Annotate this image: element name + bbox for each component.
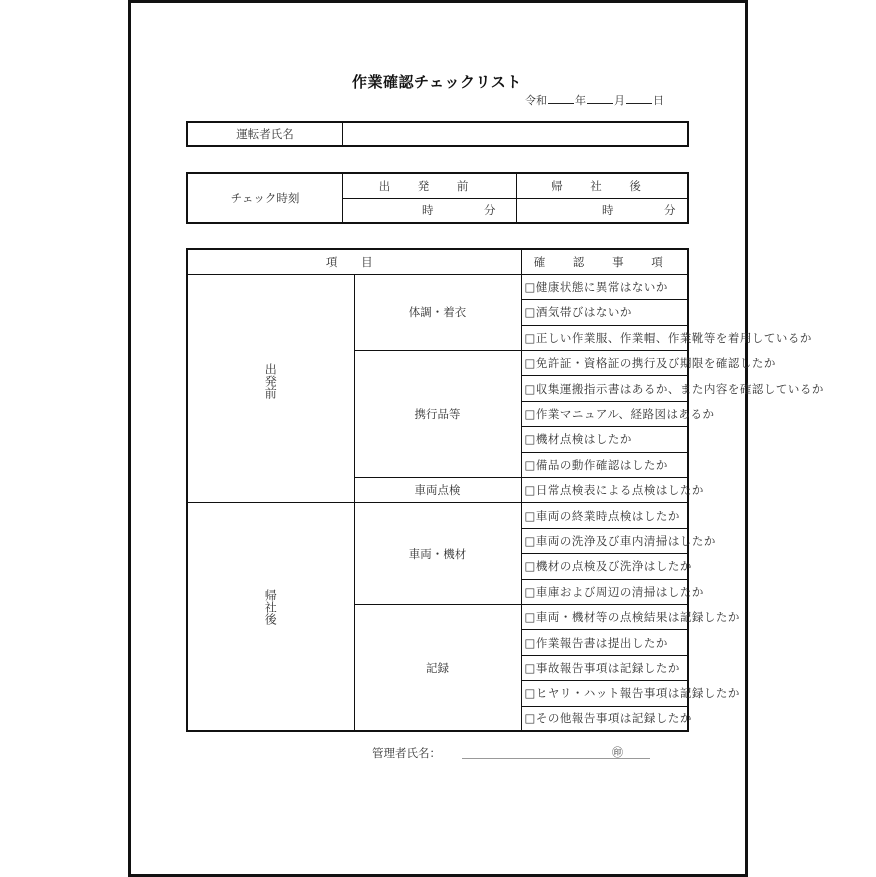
checklist-item[interactable]: □車両・機材等の点検結果は記録したか (521, 604, 688, 629)
checklist-item[interactable]: □酒気帯びはないか (521, 300, 688, 325)
return-header: 帰 社 後 (517, 173, 689, 198)
checklist-item[interactable]: □作業マニュアル、経路図はあるか (521, 401, 688, 426)
checklist-item[interactable]: □免許証・資格証の携行及び期限を確認したか (521, 351, 688, 376)
driver-name-field[interactable] (343, 122, 689, 146)
driver-name-table (186, 121, 689, 147)
date-line (525, 92, 664, 108)
checklist-item[interactable]: □車庫および周辺の清掃はしたか (521, 579, 688, 604)
checklist-item[interactable]: □作業報告書は提出したか (521, 630, 688, 655)
section-departure-label: 出発前 (263, 363, 278, 400)
group-records: 記録 (354, 604, 521, 731)
return-hour-label: 時 (602, 203, 614, 218)
year-label: 年 (575, 94, 586, 107)
year-blank[interactable] (548, 93, 574, 104)
driver-name-label: 運転者氏名 (187, 122, 343, 146)
departure-hour-label: 時 (422, 203, 434, 218)
departure-minute-label: 分 (484, 203, 496, 218)
checklist-item[interactable]: □備品の動作確認はしたか (521, 452, 688, 477)
group-vehicle-inspection: 車両点検 (354, 478, 521, 503)
checklist-item[interactable]: □正しい作業服、作業帽、作業靴等を着用しているか (521, 325, 688, 350)
month-blank[interactable] (587, 93, 613, 104)
month-label: 月 (614, 94, 625, 107)
item-header: 項 目 (187, 249, 521, 274)
checklist-item[interactable]: □収集運搬指示書はあるか、また内容を確認しているか (521, 376, 688, 401)
checklist-item[interactable]: □健康状態に異常はないか (521, 274, 688, 299)
confirm-header: 確 認 事 項 (521, 249, 688, 274)
return-time-field[interactable] (517, 198, 689, 223)
checklist-item[interactable]: □その他報告事項は記録したか (521, 706, 688, 731)
day-label: 日 (653, 94, 664, 107)
checklist-item[interactable]: □事故報告事項は記録したか (521, 655, 688, 680)
group-carried-items: 携行品等 (354, 351, 521, 478)
section-departure (187, 274, 354, 503)
section-return (187, 503, 354, 732)
checklist-item[interactable]: □日常点検表による点検はしたか (521, 478, 688, 503)
group-vehicle-equipment: 車両・機材 (354, 503, 521, 605)
check-time-label: チェック時刻 (187, 173, 343, 223)
checklist-item[interactable]: □機材の点検及び洗浄はしたか (521, 554, 688, 579)
checklist-item[interactable]: □車両の終業時点検はしたか (521, 503, 688, 528)
checklist-item[interactable]: □機材点検はしたか (521, 427, 688, 452)
group-condition-attire: 体調・着衣 (354, 274, 521, 350)
return-minute-label: 分 (664, 203, 676, 218)
manager-name-label: 管理者氏名： (372, 746, 441, 760)
checklist-table (186, 248, 824, 732)
departure-header: 出 発 前 (343, 173, 517, 198)
day-blank[interactable] (626, 93, 652, 104)
section-return-label: 帰社後 (263, 589, 278, 626)
checklist-item[interactable]: □ヒヤリ・ハット報告事項は記録したか (521, 681, 688, 706)
departure-time-field[interactable] (343, 198, 517, 223)
date-era: 令和 (525, 94, 547, 107)
checklist-item[interactable]: □車両の洗浄及び車内清掃はしたか (521, 528, 688, 553)
document-title: 作業確認チェックリスト (352, 73, 522, 91)
seal-icon: ㊞ (612, 746, 623, 759)
check-time-table (186, 172, 689, 224)
